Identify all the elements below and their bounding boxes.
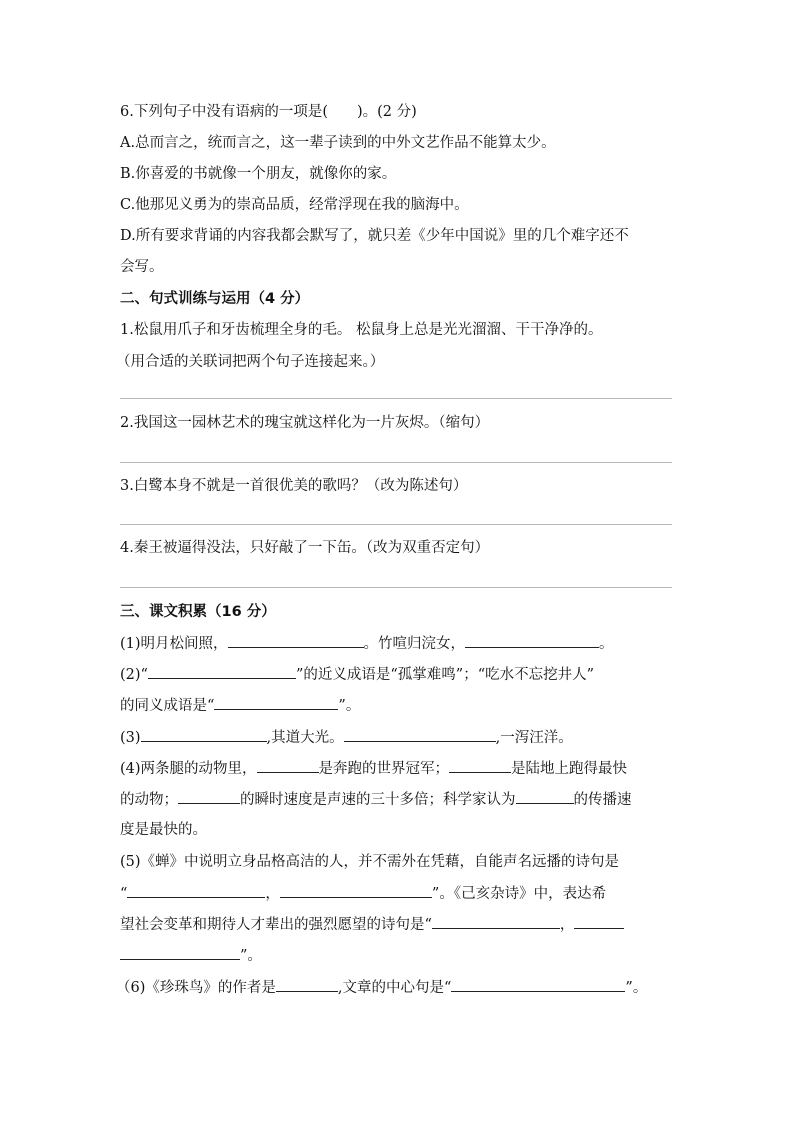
s3-item5-line4	[120, 945, 262, 966]
blank[interactable]	[127, 883, 265, 898]
s3-item5-line1: (5)《蝉》中说明立身品格高洁的人，并不需外在凭藉，自能声名远播的诗句是	[120, 854, 620, 870]
s3-item5-line3	[120, 914, 624, 935]
s3-item4-text-b: 是奔跑的世界冠军；	[318, 761, 450, 777]
blank[interactable]	[344, 727, 496, 742]
s3-item1	[120, 633, 614, 654]
s3-item4-line2	[120, 789, 632, 810]
blank[interactable]	[141, 727, 267, 742]
s2-q4-answer-line[interactable]	[120, 587, 672, 588]
s3-item3-text-c: ,一泻汪洋。	[495, 730, 573, 746]
s3-item1-text-a: (1)明月松间照，	[120, 636, 228, 652]
s2-q1-answer-line[interactable]	[120, 398, 672, 399]
s3-item5-text-d: ”。《己亥杂诗》中，表达希	[431, 886, 607, 902]
s2-q3: 3.白鹭本身不就是一首很优美的歌吗？（改为陈述句）	[120, 478, 468, 494]
s3-item3-text-b: ,其道大光。	[266, 730, 344, 746]
blank[interactable]	[228, 633, 364, 648]
blank[interactable]	[276, 977, 338, 992]
blank[interactable]	[516, 789, 574, 804]
s3-item5-line2	[120, 883, 606, 904]
s3-item4-text-e: 的瞬时速度是声速的三十多倍；科学家认为	[240, 792, 516, 808]
s3-item6-text-c: ”。	[625, 980, 648, 996]
q6-option-d-line1: D.所有要求背诵的内容我都会默写了，就只差《少年中国说》里的几个难字还不	[120, 228, 629, 244]
s3-item5-text-b: “	[120, 886, 128, 902]
s3-item6-text-a: （6)《珍珠鸟》的作者是	[116, 980, 276, 996]
blank[interactable]	[257, 758, 319, 773]
s2-q4: 4.秦王被逼得没法，只好敲了一下缶。（改为双重否定句）	[120, 540, 490, 556]
q6-option-a: A.总而言之，统而言之，这一辈子读到的中外文艺作品不能算太少。	[120, 135, 556, 151]
q6-option-b: B.你喜爱的书就像一个朋友，就像你的家。	[120, 166, 397, 182]
q6-option-c: C.他那见义勇为的崇高品质，经常浮现在我的脑海中。	[120, 197, 469, 213]
s2-q2: 2.我国这一园林艺术的瑰宝就这样化为一片灰烬。（缩句）	[120, 415, 490, 431]
blank[interactable]	[432, 914, 560, 929]
s3-item2-line1	[120, 664, 594, 685]
blank[interactable]	[120, 945, 240, 960]
s3-item3	[120, 727, 573, 748]
blank[interactable]	[280, 883, 432, 898]
s3-item6-text-b: ,文章的中心句是“	[337, 980, 452, 996]
s3-item2-text-d: ”。	[338, 698, 361, 714]
s3-item2-text-a: (2)“	[120, 667, 148, 683]
blank[interactable]	[465, 633, 599, 648]
s3-item4-line1	[120, 758, 627, 779]
s3-item1-text-c: 。	[599, 636, 614, 652]
s3-item2-text-c: 的同义成语是“	[120, 698, 215, 714]
s3-item5-text-e: 望社会变革和期待人才辈出的强烈愿望的诗句是“	[120, 917, 432, 933]
q6-stem: 6.下列句子中没有语病的一项是( )。(2 分)	[120, 104, 417, 120]
section3-heading: 三、课文积累（16 分）	[120, 604, 276, 620]
q6-option-d-line2: 会写。	[120, 259, 164, 275]
blank[interactable]	[148, 664, 296, 679]
s2-q1-line2: （用合适的关联词把两个句子连接起来。）	[116, 354, 385, 370]
s3-item4-text-c: 是陆地上跑得最快	[511, 761, 628, 777]
s3-item4-text-d: 的动物；	[120, 792, 178, 808]
s3-item1-text-b: 。竹喧归浣女，	[363, 636, 466, 652]
s2-q2-answer-line[interactable]	[120, 462, 672, 463]
s2-q1-line1: 1.松鼠用爪子和牙齿梳理全身的毛。 松鼠身上总是光光溜溜、干干净净的。	[120, 322, 603, 338]
section2-heading: 二、句式训练与运用（4 分）	[120, 291, 310, 307]
blank[interactable]	[449, 758, 511, 773]
s3-item5-text-g: ”。	[240, 948, 262, 964]
s3-item3-text-a: (3)	[120, 730, 141, 746]
blank[interactable]	[178, 789, 240, 804]
s3-item4-text-f: 的传播速	[573, 792, 632, 808]
blank[interactable]	[214, 695, 338, 710]
s2-q3-answer-line[interactable]	[120, 524, 672, 525]
blank[interactable]	[574, 914, 624, 929]
s3-item4-text-a: (4)两条腿的动物里，	[120, 761, 257, 777]
s3-item2-line2	[120, 695, 360, 716]
blank[interactable]	[451, 977, 625, 992]
s3-item4-line3: 度是最快的。	[120, 822, 207, 838]
s3-item6	[116, 977, 647, 998]
s3-item5-text-c: ，	[265, 886, 280, 902]
s3-item2-text-b: ”的近义成语是“孤掌难鸣”；“吃水不忘挖井人”	[295, 667, 595, 683]
s3-item5-text-f: ，	[559, 917, 575, 933]
